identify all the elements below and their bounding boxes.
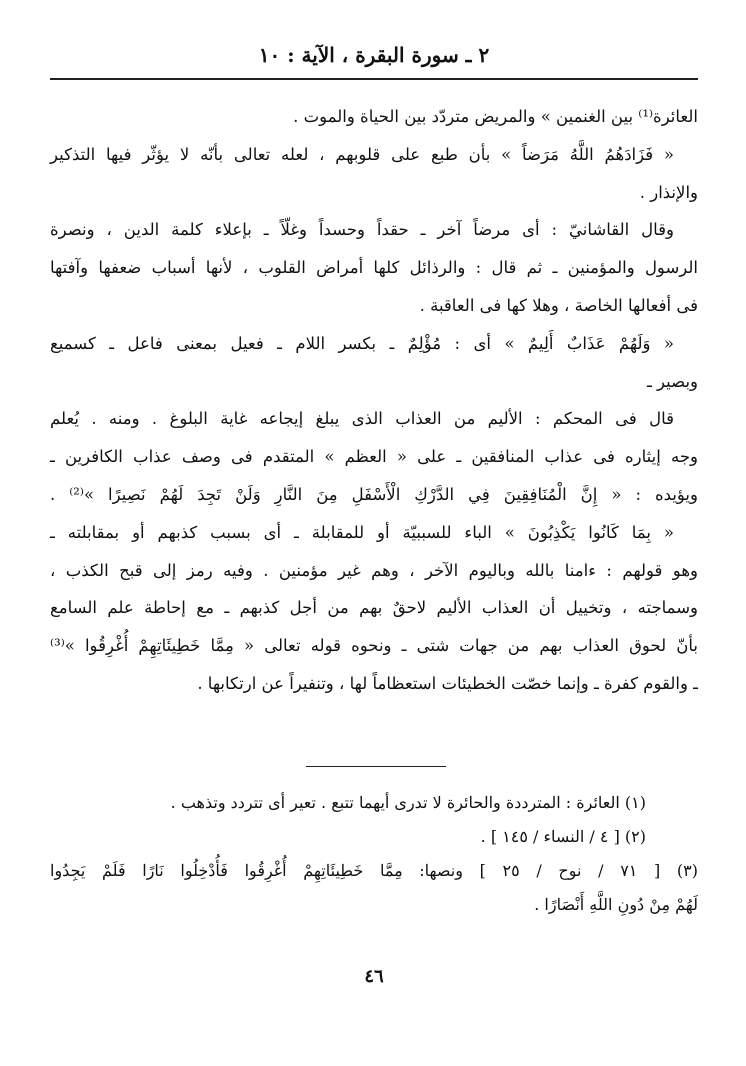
body-line: وهو قولهم : ءامنا بالله وباليوم الآخر ، وهم غير مؤمنين . وفيه رمز إلى قبح الكذب ، [50,560,698,580]
body-line: ـ والقوم كفرة ـ وإنما خصّت الخطيئات استعظاماً لها ، وتنفيراً عن ارتكابها . [197,673,698,693]
footnote-separator [306,766,446,767]
body-line: « بِمَا كَانُوا يَكْذِبُونَ » الباء للسببيّة أو للمقابلة ـ أى بسبب كذبهم أو بمقابلته ـ [50,522,674,542]
footnote: (٢) [ ٤ / النساء / ١٤٥ ] . [480,827,646,846]
body-text [50,98,698,703]
body-line: وجه إيثاره فى عذاب المنافقين ـ على « العظم » المتقدم فى وصف عذاب الكافرين ـ [50,447,698,467]
page-number: ٤٦ [364,966,384,987]
body-line: العائرة⁽¹⁾ بين الغنمين » والمريض متردّد بين الحياة والموت . [293,107,698,126]
body-line: فى أفعالها الخاصة ، وهلا كها فى العاقبة . [419,295,698,315]
body-line: ويؤيده : « إِنَّ الْمُنَافِقِينَ فِي الدَّرْكِ الْأَسْفَلِ مِنَ النَّارِ وَلَنْ تَجِدَ لَهُمْ نَصِيرًا »⁽²⁾ . [50,484,698,504]
body-line: وقال القاشانيّ : أى مرضاً آخر ـ حقداً وحسداً وغلّاً ـ بإعلاء كلمة الدين ، ونصرة [50,220,674,240]
footnote: (١) العائرة : المترددة والحائرة لا تدرى أيهما تتبع . تعير أى تتردد وتذهب . [170,793,646,812]
header-rule [50,78,698,80]
body-line: الرسول والمؤمنين ـ ثم قال : والرذائل كلها أمراض القلوب ، لأنها أسباب ضعفها وآفتها [50,258,698,278]
footnote: (٣) [ ٧١ / نوح / ٢٥ ] ونصها: مِمَّا خَطِيئَاتِهِمْ أُغْرِقُوا فَأُدْخِلُوا نَارًا فَلَمْ يَجِدُوا [50,861,699,880]
running-header: ٢ ـ سورة البقرة ، الآية : ١٠ [258,43,490,67]
body-line: « وَلَهُمْ عَذَابٌ أَلِيمٌ » أى : مُؤْلِمٌ ـ بكسر اللام ـ فعيل بمعنى فاعل ـ كسميع [50,333,674,353]
body-line: « فَزَادَهُمُ اللَّهُ مَرَضاً » بأن طبع على قلوبهم ، لعله تعالى بأنّه لا يؤثّر فيها التذكير [50,144,674,164]
body-line: بأنّ لحوق العذاب بهم من جهات شتى ـ ونحوه قوله تعالى « مِمَّا خَطِيئَاتِهِمْ أُغْرِقُوا »⁽³⁾ [50,636,698,656]
body-line: والإنذار . [639,182,698,202]
body-line: وسماجته ، وتخييل أن العذاب الأليم لاحقٌ بهم من أجل كذبهم ـ مع إحاطة علم السامع [50,598,698,618]
footnotes [50,786,698,922]
book-page [50,0,698,1066]
body-line: قال فى المحكم : الأليم من العذاب الذى يبلغ إيجاعه غاية البلوغ . ومنه . يُعلم [50,409,674,429]
footnote-continuation: لَهُمْ مِنْ دُونِ اللَّهِ أَنْصَارًا . [534,895,698,914]
body-line: وبصير ـ [646,371,698,391]
